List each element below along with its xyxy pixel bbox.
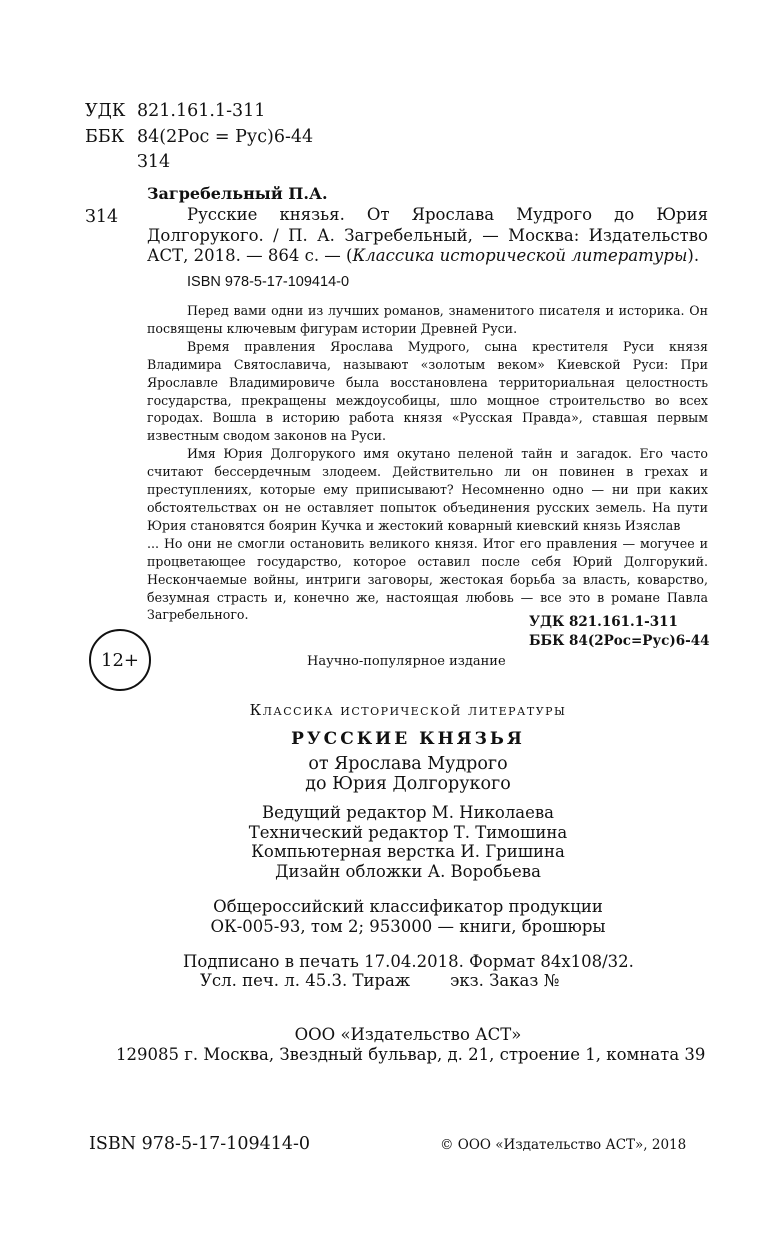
printing-order: экз. Заказ №: [450, 971, 560, 990]
annotation-paragraph: Время правления Ярослава Мудрого, сына крестителя Руси князя Владимира Святославича, называют «золотым веком» Киевской Руси: При Ярославле Владимировиче была восстановлена территориальная целостность государства, прекращены междоусобицы, шло мощное строительство во всех городах. Вошла в историю работа князя «Русская Правда», ставшая первым известным сводом законов на Руси.: [147, 338, 708, 444]
credit-layout: Компьютерная верстка И. Гришина: [251, 842, 565, 861]
okp-line: Общероссийский классификатор продукции: [213, 897, 603, 916]
annotation-paragraph: ... Но они не смогли остановить великого князя. Итог его правления — могучее и процветающее государство, которое оставил после себя Юрий Долгорукий. Нескончаемые войны, интриги заговоры, жестокая борьба за власть, коварство, безумная страсть и, конечно же, настоящая любовь — все это в романе Павла Загребельного.: [147, 535, 708, 623]
credit-lead-editor: Ведущий редактор М. Николаева: [261, 803, 555, 822]
classification-udk: УДК 821.161.1-311: [529, 614, 678, 630]
book-subtitle: [0, 754, 768, 794]
book-title: РУССКИЕ КНЯЗЬЯ: [291, 729, 525, 749]
entry-series-italic: Классика исторической литературы: [352, 246, 688, 265]
entry-isbn: ISBN 978-5-17-109414-0: [187, 274, 350, 290]
series-name: Классика исторической литературы: [249, 701, 567, 719]
age-rating-text: 12+: [101, 649, 139, 671]
entry-code: З14: [85, 207, 119, 227]
okp-classifier: [0, 897, 768, 936]
credit-tech-editor: Технический редактор Т. Тимошина: [248, 822, 568, 842]
udk-value: 821.161.1-311: [137, 101, 266, 121]
classification-bbk: ББК 84(2Рос=Рус)6-44: [529, 633, 710, 649]
publisher-address: 129085 г. Москва, Звездный бульвар, д. 21, строение 1, комната 39: [116, 1045, 706, 1064]
subtitle-line: от Ярослава Мудрого: [308, 754, 508, 774]
annotation-paragraph: Перед вами одни из лучших романов, знаменитого писателя и историка. Он посвящены ключевым фигурам истории Древней Руси.: [147, 303, 708, 336]
annotation: [147, 302, 708, 624]
credit-cover-design: Дизайн обложки А. Воробьева: [275, 861, 541, 881]
entry-author: Загребельный П.А.: [147, 184, 328, 203]
bbk-label: ББК: [85, 127, 125, 147]
footer-isbn: ISBN 978-5-17-109414-0: [89, 1134, 311, 1154]
printing-run: Усл. печ. л. 45.3. Тираж: [200, 971, 411, 990]
credits: [0, 803, 768, 881]
classification-right: [529, 613, 710, 651]
printing-line-1: Подписано в печать 17.04.2018. Формат 84х108/32.: [183, 952, 634, 971]
bbk-value: 84(2Рос = Рус)6-44: [137, 127, 314, 147]
printing-line-2: [200, 971, 559, 990]
age-rating-badge: [89, 629, 151, 691]
subtitle-line: до Юрия Долгорукого: [305, 774, 511, 794]
udk-label: УДК: [85, 101, 126, 121]
edition-type: Научно-популярное издание: [307, 654, 506, 669]
okp-line: ОК-005-93, том 2; 953000 — книги, брошюры: [210, 916, 606, 936]
entry-description: [147, 205, 708, 267]
author-sign: З14: [137, 152, 171, 172]
entry-description-end: ).: [687, 246, 700, 265]
footer-copyright: © ООО «Издательство АСТ», 2018: [440, 1137, 687, 1153]
publisher-name: ООО «Издательство АСТ»: [294, 1025, 522, 1044]
annotation-paragraph: Имя Юрия Долгорукого имя окутано пеленой тайн и загадок. Его часто считают бессердечным злодеем. Действительно ли он повинен в грехах и преступлениях, которые ему приписывают? Несомненно одно — ни при каких обстоятельствах он не оставляет попыток объединения русских земель. На пути Юрия становятся боярин Кучка и жестокий коварный киевский князь Изяслав: [147, 446, 708, 533]
entry-description-text: Русские князья. От Ярослава Мудрого до Юрия Долгорукого. / П. А. Загребельный, — Москва: Издательство АСТ, 2018. — 864 с. — (: [147, 205, 708, 265]
